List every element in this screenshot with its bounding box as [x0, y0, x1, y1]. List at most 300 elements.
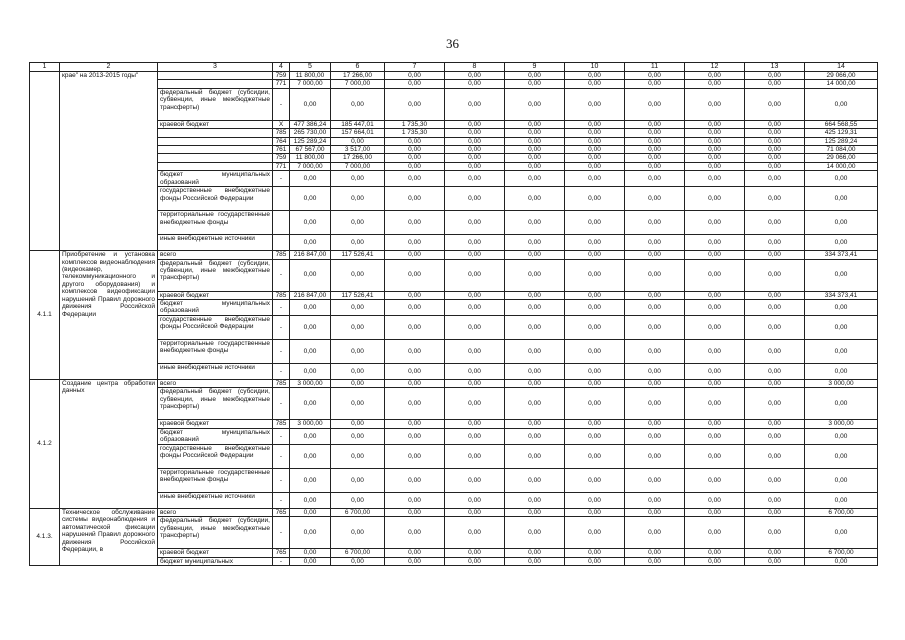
table-row	[30, 129, 878, 137]
amount-cell: 0,00	[565, 444, 625, 468]
amount-cell: 0,00	[445, 251, 505, 259]
budget-code	[273, 211, 290, 235]
budget-code: 765	[273, 549, 290, 557]
amount-cell: 0,00	[565, 154, 625, 162]
amount-cell: 0,00	[445, 235, 505, 251]
amount-cell: 664 568,55	[805, 120, 878, 128]
amount-cell: 0,00	[625, 316, 685, 340]
amount-cell: 0,00	[745, 235, 805, 251]
amount-cell: 0,00	[745, 171, 805, 187]
amount-cell: 0,00	[685, 251, 745, 259]
funding-source: иные внебюджетные источники	[158, 364, 273, 380]
amount-cell: 0,00	[331, 259, 385, 291]
budget-code: -	[273, 557, 290, 565]
amount-cell: 1 735,30	[385, 120, 445, 128]
budget-code: 785	[273, 380, 290, 388]
column-header: 11	[625, 63, 685, 72]
amount-cell: 0,00	[565, 557, 625, 565]
amount-cell: 0,00	[565, 171, 625, 187]
budget-code: 759	[273, 72, 290, 80]
budget-code: 785	[273, 420, 290, 428]
amount-cell: 425 129,31	[805, 129, 878, 137]
amount-cell: 0,00	[445, 468, 505, 492]
budget-code: -	[273, 428, 290, 444]
amount-cell: 0,00	[445, 211, 505, 235]
amount-cell: 0,00	[385, 162, 445, 170]
amount-cell: 0,00	[625, 300, 685, 316]
column-header: 10	[565, 63, 625, 72]
amount-cell: 3 000,00	[290, 380, 331, 388]
amount-cell: 0,00	[331, 517, 385, 549]
amount-cell: 0,00	[445, 120, 505, 128]
budget-code	[273, 235, 290, 251]
amount-cell: 0,00	[445, 259, 505, 291]
amount-cell: 0,00	[505, 211, 565, 235]
amount-cell: 0,00	[385, 316, 445, 340]
amount-cell: 0,00	[685, 129, 745, 137]
table-row	[30, 508, 878, 516]
amount-cell: 0,00	[445, 316, 505, 340]
budget-code: -	[273, 300, 290, 316]
amount-cell: 0,00	[505, 251, 565, 259]
amount-cell: 0,00	[685, 80, 745, 88]
amount-cell: 0,00	[505, 146, 565, 154]
amount-cell: 0,00	[685, 557, 745, 565]
column-header: 1	[30, 63, 60, 72]
amount-cell: 67 567,00	[290, 146, 331, 154]
amount-cell: 0,00	[505, 171, 565, 187]
amount-cell: 0,00	[685, 120, 745, 128]
amount-cell: 0,00	[445, 508, 505, 516]
amount-cell: 0,00	[565, 187, 625, 211]
amount-cell: 0,00	[290, 259, 331, 291]
amount-cell: 0,00	[565, 72, 625, 80]
amount-cell: 0,00	[445, 162, 505, 170]
funding-source: иные внебюджетные источники	[158, 492, 273, 508]
table-row	[30, 211, 878, 235]
item-title: Техническое обслуживание системы видеонаблюдения и автоматической фиксации нарушений Правил дорожного движения Российской Федерации, в	[60, 508, 158, 565]
table-row	[30, 468, 878, 492]
amount-cell: 0,00	[745, 211, 805, 235]
amount-cell: 6 700,00	[331, 549, 385, 557]
amount-cell: 0,00	[685, 235, 745, 251]
amount-cell: 0,00	[625, 517, 685, 549]
budget-code: -	[273, 364, 290, 380]
amount-cell: 0,00	[385, 80, 445, 88]
budget-code: -	[273, 259, 290, 291]
amount-cell: 0,00	[745, 300, 805, 316]
amount-cell: 0,00	[290, 364, 331, 380]
funding-source: бюджет муниципальных образований	[158, 300, 273, 316]
table-row	[30, 388, 878, 420]
amount-cell: 0,00	[625, 508, 685, 516]
budget-code: -	[273, 468, 290, 492]
amount-cell: 0,00	[385, 137, 445, 145]
amount-cell: 0,00	[625, 492, 685, 508]
funding-source: бюджет муниципальных образований	[158, 428, 273, 444]
funding-source: территориальные государственные внебюджетные фонды	[158, 468, 273, 492]
table-row	[30, 137, 878, 145]
amount-cell: 0,00	[745, 428, 805, 444]
amount-cell: 0,00	[625, 211, 685, 235]
amount-cell: 0,00	[625, 340, 685, 364]
amount-cell: 0,00	[505, 120, 565, 128]
amount-cell: 0,00	[445, 340, 505, 364]
amount-cell: 0,00	[685, 291, 745, 299]
column-header: 7	[385, 63, 445, 72]
funding-source: федеральный бюджет (субсидии, субвенции, иные межбюджетные трансферты)	[158, 259, 273, 291]
budget-code	[273, 187, 290, 211]
amount-cell: 0,00	[565, 364, 625, 380]
amount-cell: 0,00	[331, 492, 385, 508]
amount-cell: 0,00	[331, 300, 385, 316]
amount-cell: 0,00	[805, 364, 878, 380]
funding-source: краевой бюджет	[158, 291, 273, 299]
amount-cell: 0,00	[385, 154, 445, 162]
amount-cell: 0,00	[385, 420, 445, 428]
amount-cell: 265 730,00	[290, 129, 331, 137]
amount-cell: 0,00	[290, 300, 331, 316]
amount-cell: 0,00	[805, 171, 878, 187]
amount-cell: 0,00	[445, 80, 505, 88]
amount-cell: 0,00	[565, 120, 625, 128]
table-row	[30, 291, 878, 299]
amount-cell: 0,00	[565, 129, 625, 137]
amount-cell: 0,00	[565, 291, 625, 299]
amount-cell: 0,00	[625, 291, 685, 299]
amount-cell: 0,00	[745, 259, 805, 291]
amount-cell: 0,00	[385, 146, 445, 154]
funding-source	[158, 137, 273, 145]
amount-cell: 3 000,00	[805, 380, 878, 388]
budget-code: 764	[273, 137, 290, 145]
amount-cell: 0,00	[745, 137, 805, 145]
column-header: 4	[273, 63, 290, 72]
amount-cell: 0,00	[805, 557, 878, 565]
amount-cell: 0,00	[331, 211, 385, 235]
amount-cell: 0,00	[685, 508, 745, 516]
amount-cell: 334 373,41	[805, 251, 878, 259]
amount-cell: 0,00	[385, 171, 445, 187]
table-row	[30, 162, 878, 170]
amount-cell: 0,00	[385, 444, 445, 468]
amount-cell: 0,00	[685, 72, 745, 80]
amount-cell: 0,00	[685, 137, 745, 145]
amount-cell: 0,00	[745, 492, 805, 508]
amount-cell: 125 289,24	[290, 137, 331, 145]
column-header: 14	[805, 63, 878, 72]
amount-cell: 0,00	[805, 235, 878, 251]
amount-cell: 0,00	[505, 340, 565, 364]
amount-cell: 0,00	[385, 291, 445, 299]
table-row	[30, 187, 878, 211]
amount-cell: 0,00	[385, 211, 445, 235]
amount-cell: 0,00	[385, 187, 445, 211]
amount-cell: 0,00	[685, 420, 745, 428]
amount-cell: 0,00	[805, 340, 878, 364]
amount-cell: 0,00	[290, 211, 331, 235]
funding-source: государственные внебюджетные фонды Российской Федерации	[158, 444, 273, 468]
amount-cell: 0,00	[445, 549, 505, 557]
amount-cell: 0,00	[685, 340, 745, 364]
amount-cell: 0,00	[565, 162, 625, 170]
amount-cell: 0,00	[445, 380, 505, 388]
amount-cell: 0,00	[685, 88, 745, 120]
amount-cell: 117 526,41	[331, 291, 385, 299]
amount-cell: 0,00	[385, 492, 445, 508]
amount-cell: 0,00	[445, 171, 505, 187]
amount-cell: 0,00	[445, 88, 505, 120]
table-row	[30, 340, 878, 364]
amount-cell: 0,00	[685, 316, 745, 340]
amount-cell: 0,00	[445, 300, 505, 316]
amount-cell: 0,00	[290, 235, 331, 251]
funding-source: краевой бюджет	[158, 549, 273, 557]
header-row	[30, 63, 878, 72]
table-row	[30, 171, 878, 187]
amount-cell: 0,00	[565, 549, 625, 557]
column-header: 12	[685, 63, 745, 72]
budget-code: -	[273, 444, 290, 468]
budget-code: -	[273, 492, 290, 508]
amount-cell: 0,00	[685, 211, 745, 235]
funding-source: федеральный бюджет (субсидии, субвенции, иные межбюджетные трансферты)	[158, 517, 273, 549]
amount-cell: 0,00	[625, 187, 685, 211]
item-number: 4.1.1	[30, 251, 60, 380]
budget-code: -	[273, 340, 290, 364]
amount-cell: 0,00	[745, 388, 805, 420]
amount-cell: 0,00	[505, 187, 565, 211]
amount-cell: 0,00	[685, 517, 745, 549]
column-header: 3	[158, 63, 273, 72]
amount-cell: 0,00	[565, 340, 625, 364]
amount-cell: 0,00	[805, 517, 878, 549]
budget-code: -	[273, 517, 290, 549]
amount-cell: 0,00	[445, 187, 505, 211]
amount-cell: 185 447,01	[331, 120, 385, 128]
amount-cell: 0,00	[805, 468, 878, 492]
amount-cell: 0,00	[385, 508, 445, 516]
funding-source: территориальные государственные внебюджетные фонды	[158, 340, 273, 364]
amount-cell: 0,00	[445, 557, 505, 565]
amount-cell: 0,00	[505, 137, 565, 145]
amount-cell: 7 000,00	[290, 80, 331, 88]
amount-cell: 0,00	[625, 162, 685, 170]
table-row	[30, 80, 878, 88]
amount-cell: 0,00	[625, 72, 685, 80]
amount-cell: 0,00	[290, 187, 331, 211]
amount-cell: 0,00	[331, 380, 385, 388]
funding-source: краевой бюджет	[158, 120, 273, 128]
amount-cell: 0,00	[565, 508, 625, 516]
amount-cell: 0,00	[565, 468, 625, 492]
amount-cell: 6 700,00	[331, 508, 385, 516]
table-row	[30, 492, 878, 508]
amount-cell: 0,00	[745, 316, 805, 340]
amount-cell: 0,00	[385, 235, 445, 251]
amount-cell: 11 800,00	[290, 72, 331, 80]
amount-cell: 0,00	[445, 420, 505, 428]
amount-cell: 0,00	[385, 72, 445, 80]
funding-source: иные внебюджетные источники	[158, 235, 273, 251]
amount-cell: 0,00	[505, 129, 565, 137]
amount-cell: 0,00	[565, 492, 625, 508]
amount-cell: 0,00	[385, 557, 445, 565]
amount-cell: 0,00	[385, 300, 445, 316]
amount-cell: 71 084,00	[805, 146, 878, 154]
amount-cell: 0,00	[565, 388, 625, 420]
amount-cell: 0,00	[685, 428, 745, 444]
amount-cell: 0,00	[331, 171, 385, 187]
amount-cell: 334 373,41	[805, 291, 878, 299]
amount-cell: 0,00	[331, 88, 385, 120]
funding-source: федеральный бюджет (субсидии, субвенции, иные межбюджетные трансферты)	[158, 88, 273, 120]
amount-cell: 14 000,00	[805, 80, 878, 88]
amount-cell: 0,00	[505, 549, 565, 557]
table-row	[30, 380, 878, 388]
amount-cell: 0,00	[290, 557, 331, 565]
funding-source	[158, 129, 273, 137]
column-header: 8	[445, 63, 505, 72]
funding-source: всего	[158, 380, 273, 388]
amount-cell: 0,00	[745, 291, 805, 299]
amount-cell: 0,00	[445, 72, 505, 80]
funding-source: бюджет муниципальных	[158, 557, 273, 565]
amount-cell: 0,00	[290, 492, 331, 508]
amount-cell: 0,00	[745, 146, 805, 154]
amount-cell: 0,00	[385, 388, 445, 420]
amount-cell: 0,00	[745, 340, 805, 364]
amount-cell: 0,00	[445, 291, 505, 299]
amount-cell: 0,00	[505, 364, 565, 380]
amount-cell: 0,00	[685, 300, 745, 316]
amount-cell: 0,00	[385, 364, 445, 380]
amount-cell: 0,00	[625, 120, 685, 128]
column-header: 5	[290, 63, 331, 72]
funding-source	[158, 72, 273, 80]
table-row	[30, 300, 878, 316]
amount-cell: 0,00	[331, 235, 385, 251]
amount-cell: 0,00	[290, 549, 331, 557]
column-header: 9	[505, 63, 565, 72]
amount-cell: 0,00	[745, 557, 805, 565]
amount-cell: 7 000,00	[331, 162, 385, 170]
amount-cell: 0,00	[625, 88, 685, 120]
amount-cell: 0,00	[505, 468, 565, 492]
amount-cell: 6 700,00	[805, 508, 878, 516]
budget-code: 771	[273, 80, 290, 88]
amount-cell: 0,00	[505, 444, 565, 468]
amount-cell: 0,00	[745, 517, 805, 549]
amount-cell: 0,00	[625, 129, 685, 137]
amount-cell: 0,00	[745, 251, 805, 259]
amount-cell: 0,00	[331, 428, 385, 444]
amount-cell: 0,00	[805, 388, 878, 420]
item-number	[30, 72, 60, 251]
item-number: 4.1.3.	[30, 508, 60, 565]
amount-cell: 0,00	[745, 444, 805, 468]
table-row	[30, 88, 878, 120]
amount-cell: 0,00	[565, 420, 625, 428]
amount-cell: 0,00	[445, 154, 505, 162]
item-title: Создание центра обработки данных	[60, 380, 158, 509]
amount-cell: 0,00	[625, 137, 685, 145]
amount-cell: 0,00	[625, 80, 685, 88]
amount-cell: 0,00	[565, 259, 625, 291]
amount-cell: 0,00	[805, 492, 878, 508]
amount-cell: 0,00	[385, 380, 445, 388]
amount-cell: 0,00	[331, 137, 385, 145]
amount-cell: 0,00	[505, 557, 565, 565]
budget-table	[29, 62, 878, 566]
amount-cell: 0,00	[745, 380, 805, 388]
amount-cell: 157 664,01	[331, 129, 385, 137]
amount-cell: 477 386,24	[290, 120, 331, 128]
amount-cell: 0,00	[290, 340, 331, 364]
table-row	[30, 444, 878, 468]
amount-cell: 0,00	[565, 517, 625, 549]
amount-cell: 0,00	[625, 146, 685, 154]
amount-cell: 0,00	[565, 428, 625, 444]
amount-cell: 0,00	[685, 388, 745, 420]
item-title: Приобретение и установка комплексов видеонаблюдения (видеокамер, телекоммуникационного и другого оборудования) и комплексов видеофиксации нарушений Правил дорожного движения Российской Федерации	[60, 251, 158, 380]
funding-source	[158, 80, 273, 88]
amount-cell: 17 266,00	[331, 72, 385, 80]
amount-cell: 0,00	[745, 549, 805, 557]
budget-code: 785	[273, 251, 290, 259]
amount-cell: 0,00	[745, 162, 805, 170]
amount-cell: 0,00	[625, 364, 685, 380]
amount-cell: 0,00	[745, 154, 805, 162]
amount-cell: 0,00	[805, 300, 878, 316]
amount-cell: 0,00	[331, 420, 385, 428]
amount-cell: 0,00	[565, 300, 625, 316]
amount-cell: 0,00	[685, 171, 745, 187]
amount-cell: 0,00	[505, 235, 565, 251]
amount-cell: 3 517,00	[331, 146, 385, 154]
amount-cell: 0,00	[331, 444, 385, 468]
amount-cell: 0,00	[290, 508, 331, 516]
funding-source: всего	[158, 508, 273, 516]
amount-cell: 0,00	[685, 380, 745, 388]
amount-cell: 0,00	[565, 316, 625, 340]
amount-cell: 0,00	[685, 549, 745, 557]
column-header: 6	[331, 63, 385, 72]
amount-cell: 6 700,00	[805, 549, 878, 557]
amount-cell: 0,00	[565, 88, 625, 120]
amount-cell: 0,00	[745, 129, 805, 137]
amount-cell: 1 735,30	[385, 129, 445, 137]
table-row	[30, 420, 878, 428]
amount-cell: 0,00	[505, 259, 565, 291]
amount-cell: 0,00	[505, 316, 565, 340]
budget-code: 761	[273, 146, 290, 154]
amount-cell: 0,00	[565, 146, 625, 154]
funding-source: краевой бюджет	[158, 420, 273, 428]
amount-cell: 0,00	[445, 428, 505, 444]
amount-cell: 0,00	[331, 316, 385, 340]
amount-cell: 0,00	[445, 517, 505, 549]
budget-code: -	[273, 316, 290, 340]
amount-cell: 0,00	[331, 388, 385, 420]
amount-cell: 3 000,00	[290, 420, 331, 428]
amount-cell: 0,00	[745, 364, 805, 380]
amount-cell: 0,00	[505, 508, 565, 516]
funding-source: всего	[158, 251, 273, 259]
budget-code: 765	[273, 508, 290, 516]
amount-cell: 0,00	[505, 388, 565, 420]
funding-source: бюджет муниципальных образований	[158, 171, 273, 187]
